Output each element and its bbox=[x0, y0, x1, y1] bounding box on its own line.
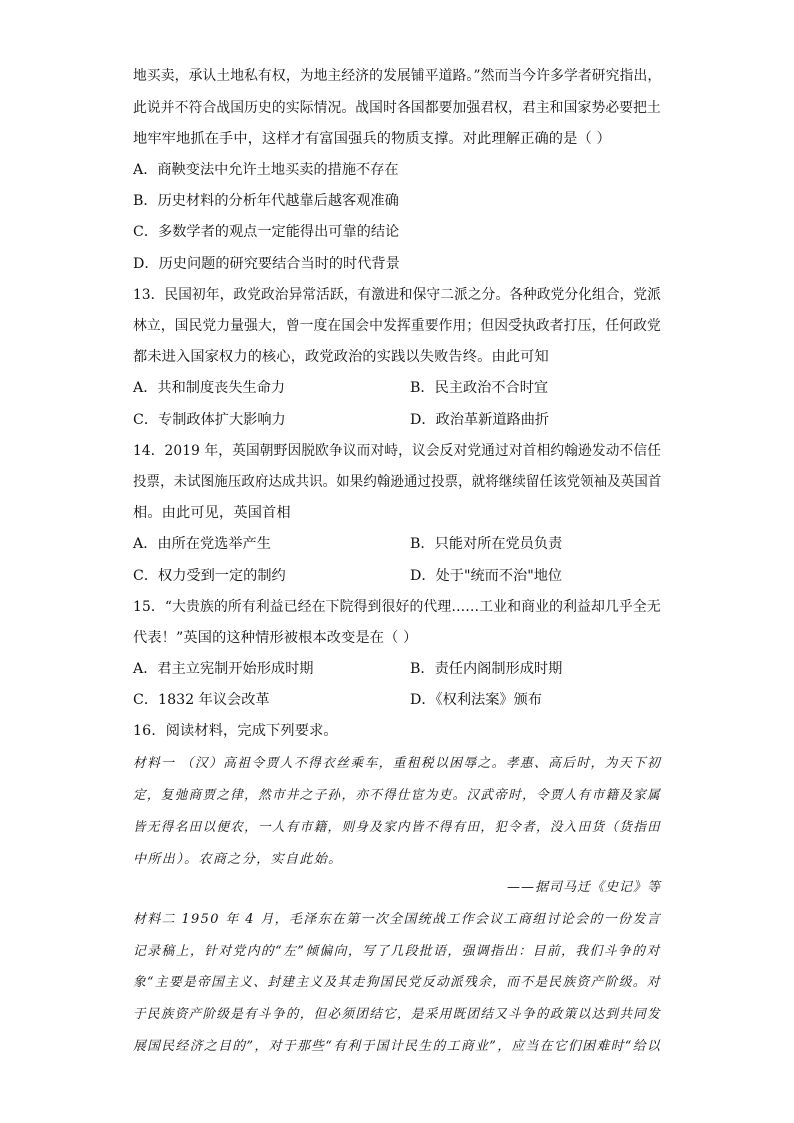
material2-line: 材料二 1950 年 4 月，毛泽东在第一次全国统战工作会议工商组讨论会的一份发言 bbox=[133, 912, 662, 927]
q16-intro: 16．阅读材料，完成下列要求。 bbox=[133, 723, 338, 739]
q14-stem-line: 投票，未试图施压政府达成共识。如果约翰逊通过投票，就将继续留任该党领袖及英国首 bbox=[133, 474, 662, 490]
material1-source: ——据司马迁《史记》等 bbox=[506, 880, 661, 895]
q15-option-a: A．君主立宪制开始形成时期 bbox=[133, 661, 314, 677]
material1-line: 定，复弛商贾之律，然市井之子孙，亦不得仕宦为吏。汉武帝时，令贾人有市籍及家属 bbox=[133, 788, 662, 803]
q13-stem-line: 13．民国初年，政党政治异常活跃，有激进和保守二派之分。各种政党分化组合，党派 bbox=[133, 287, 661, 303]
material1-line: 中所出）。农商之分，实自此始。 bbox=[133, 852, 343, 867]
q14-option-b: B．只能对所在党员负责 bbox=[410, 536, 563, 552]
q13-option-d: D．政治革新道路曲折 bbox=[410, 412, 550, 428]
material2-line: 展国民经济之目的”，对于那些“有利于国计民生的工商业”，应当在它们困难时“给以 bbox=[133, 1039, 662, 1054]
q15-option-d: D．《权利法案》颁布 bbox=[410, 692, 542, 708]
material2-line: 于民族资产阶级是有斗争的，但必须团结它，是采用既团结又斗争的政策以达到共同发 bbox=[133, 1007, 662, 1022]
q13-option-a: A．共和制度丧失生命力 bbox=[133, 380, 286, 396]
q13-stem-line: 林立，国民党力量强大，曾一度在国会中发挥重要作用；但因受执政者打压，任何政党 bbox=[133, 318, 661, 334]
q15-option-b: B．责任内阁制形成时期 bbox=[410, 661, 563, 677]
q12-option-c: C．多数学者的观点一定能得出可靠的结论 bbox=[133, 224, 400, 240]
q15-stem-line: 代表！”英国的这种情形被根本改变是在（ ） bbox=[133, 630, 418, 646]
q15-stem-line: 15．“大贵族的所有利益已经在下院得到很好的代理……工业和商业的利益却几乎全无 bbox=[133, 599, 661, 615]
material1-line: 材料一 （汉）高祖令贾人不得衣丝乘车，重租税以困辱之。孝惠、高后时，为天下初 bbox=[133, 756, 662, 771]
q15-option-c: C．1832 年议会改革 bbox=[133, 692, 270, 708]
material2-line: 象“主要是帝国主义、封建主义及其走狗国民党反动派残余，而不是民族资产阶级。对 bbox=[133, 975, 661, 990]
q14-option-d: D．处于"统而不治"地位 bbox=[410, 568, 563, 584]
q12-option-d: D．历史问题的研究要结合当时的时代背景 bbox=[133, 256, 400, 272]
q13-option-c: C．专制政体扩大影响力 bbox=[133, 412, 286, 428]
q13-option-b: B．民主政治不合时宜 bbox=[410, 380, 549, 396]
q12-option-b: B．历史材料的分析年代越靠后越客观准确 bbox=[133, 193, 399, 209]
q14-option-c: C．权力受到一定的制约 bbox=[133, 568, 286, 584]
material1-line: 皆无得名田以便农，一人有市籍，则身及家内皆不得有田，犯令者，没入田货（货指田 bbox=[133, 820, 662, 835]
q12-stem-line: 此说并不符合战国历史的实际情况。战国时各国都要加强君权，君主和国家势必要把土 bbox=[133, 100, 661, 116]
q12-stem-line: 地买卖，承认土地私有权，为地主经济的发展铺平道路。”然而当今许多学者研究指出， bbox=[133, 68, 662, 84]
q12-option-a: A．商鞅变法中允许土地买卖的措施不存在 bbox=[133, 162, 399, 178]
q12-stem-line: 地牢牢地抓在手中，这样才有富国强兵的物质支撑。对此理解正确的是（ ） bbox=[133, 131, 611, 147]
q14-stem-line: 相。由此可见，英国首相 bbox=[133, 505, 291, 521]
q14-stem-line: 14．2019 年，英国朝野因脱欧争议而对峙，议会反对党通过对首相约翰逊发动不信任 bbox=[133, 443, 662, 459]
material2-line: 记录稿上，针对党内的“左”倾偏向，写了几段批语，强调指出：目前，我们斗争的对 bbox=[133, 944, 661, 959]
q14-option-a: A．由所在党选举产生 bbox=[133, 536, 271, 552]
q13-stem-line: 都未进入国家权力的核心，政党政治的实践以失败告终。由此可知 bbox=[133, 349, 549, 365]
